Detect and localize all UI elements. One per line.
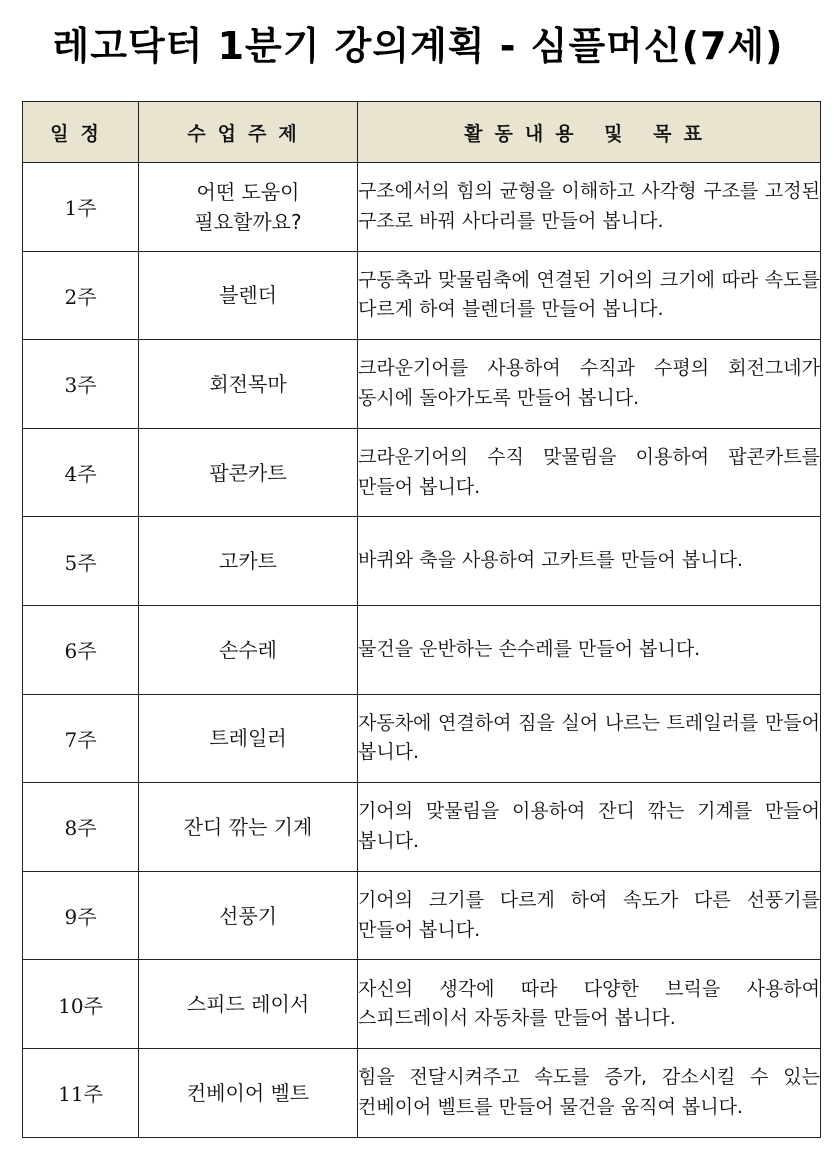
week-cell: 6주 [23,605,139,694]
week-cell: 9주 [23,871,139,960]
week-cell: 8주 [23,783,139,872]
topic-line: 트레일러 [209,726,287,751]
table-row [23,605,821,694]
activity-description: 자신의 생각에 따라 다양한 브릭을 사용하여 스피드레이서 자동차를 만들어 봅니다. [358,960,821,1049]
activity-description: 구조에서의 힘의 균형을 이해하고 사각형 구조를 고정된 구조로 바꿔 사다리를 만들어 봅니다. [358,163,821,252]
topic-line: 블렌더 [219,283,277,308]
topic-cell [139,960,358,1049]
table-body [23,163,821,1138]
activity-description: 기어의 크기를 다르게 하여 속도가 다른 선풍기를 만들어 봅니다. [358,871,821,960]
topic-line: 선풍기 [219,903,277,928]
topic-line: 필요할까요? [194,209,302,234]
activity-description: 힘을 전달시켜주고 속도를 증가, 감소시킬 수 있는 컨베이어 벨트를 만들어 물건을 움직여 봅니다. [358,1048,821,1137]
week-cell: 3주 [23,340,139,429]
activity-description: 자동차에 연결하여 짐을 실어 나르는 트레일러를 만들어 봅니다. [358,694,821,783]
topic-cell [139,783,358,872]
topic-line: 고카트 [219,549,277,574]
header-topic: 수업주제 [139,102,358,163]
topic-line: 회전목마 [209,371,287,396]
week-cell: 7주 [23,694,139,783]
lesson-plan-table [22,101,821,1138]
page-title: 레고닥터 1분기 강의계획 - 심플머신(7세) [52,24,784,68]
week-cell: 4주 [23,428,139,517]
activity-description: 구동축과 맞물림축에 연결된 기어의 크기에 따라 속도를 다르게 하여 블렌더를 만들어 봅니다. [358,251,821,340]
table-header [23,102,821,163]
activity-description: 크라운기어를 사용하여 수직과 수평의 회전그네가 동시에 돌아가도록 만들어 봅니다. [358,340,821,429]
activity-description: 크라운기어의 수직 맞물림을 이용하여 팝콘카트를 만들어 봅니다. [358,428,821,517]
topic-line: 스피드 레이서 [186,992,310,1017]
activity-description: 물건을 운반하는 손수레를 만들어 봅니다. [358,605,821,694]
week-cell: 2주 [23,251,139,340]
table-row [23,163,821,252]
table-row [23,1048,821,1137]
week-cell: 11주 [23,1048,139,1137]
week-cell: 10주 [23,960,139,1049]
topic-line: 어떤 도움이 [196,179,300,204]
topic-cell [139,694,358,783]
topic-cell [139,605,358,694]
table-row [23,251,821,340]
topic-cell [139,163,358,252]
header-activity: 활동내용 및 목표 [358,102,821,163]
table-row [23,960,821,1049]
header-row [23,102,821,163]
topic-cell [139,428,358,517]
topic-cell [139,871,358,960]
topic-cell [139,340,358,429]
topic-line: 잔디 깎는 기계 [183,814,313,839]
table-row [23,517,821,606]
activity-description: 기어의 맞물림을 이용하여 잔디 깎는 기계를 만들어 봅니다. [358,783,821,872]
table-row [23,871,821,960]
week-cell: 1주 [23,163,139,252]
week-cell: 5주 [23,517,139,606]
topic-cell [139,517,358,606]
activity-description: 바퀴와 축을 사용하여 고카트를 만들어 봅니다. [358,517,821,606]
topic-line: 손수레 [219,637,277,662]
topic-cell [139,251,358,340]
table-row [23,783,821,872]
table-row [23,428,821,517]
topic-cell [139,1048,358,1137]
table-row [23,694,821,783]
table-row [23,340,821,429]
topic-line: 컨베이어 벨트 [186,1080,310,1105]
header-schedule: 일정 [23,102,139,163]
topic-line: 팝콘카트 [209,460,287,485]
